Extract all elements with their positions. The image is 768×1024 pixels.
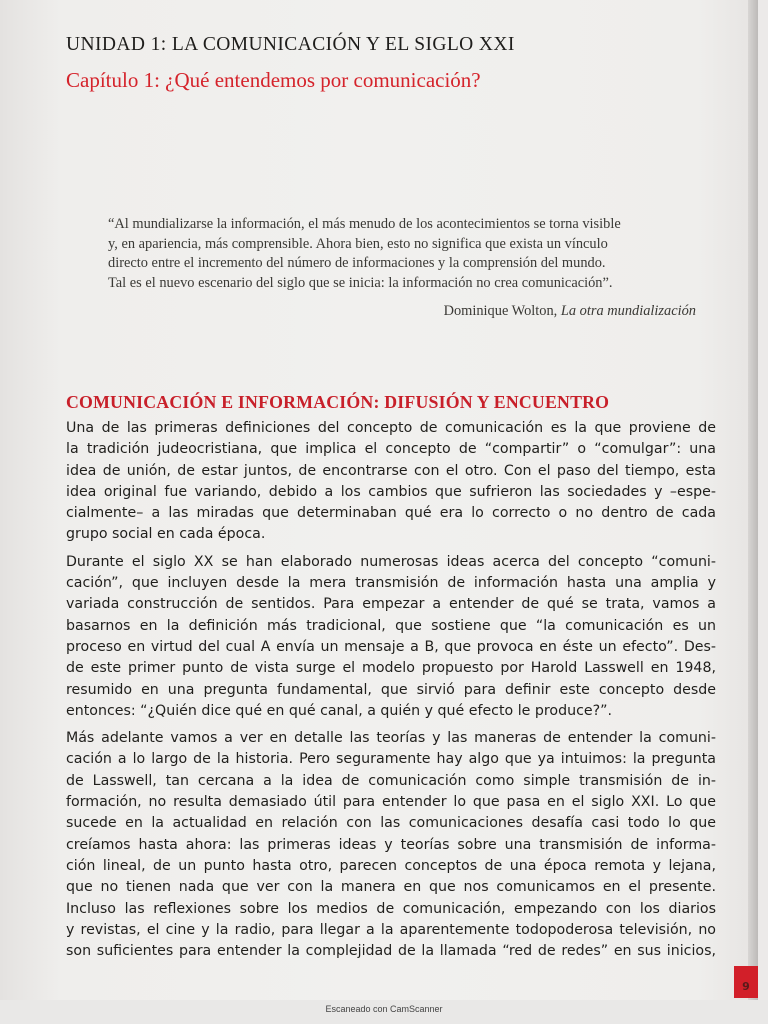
text-line: Más adelante vamos a ver en detalle las teorías y las maneras de entender la comuni-: [66, 730, 716, 747]
text-line: de este primer punto de vista surge el modelo propuesto por Harold Lasswell en 1948,: [66, 660, 716, 677]
epigraph-line: “Al mundializarse la información, el más menudo de los acontecimientos se torna visible: [108, 216, 621, 232]
text-line: cación a lo largo de la historia. Pero seguramente hay algo que ya intuimos: la pregunta: [66, 751, 716, 768]
text-line: idea de unión, de estar juntos, de encontrarse con el otro. Con el paso del tiempo, esta: [66, 462, 716, 479]
text-line: resumido en una pregunta fundamental, que sirvió para definir este concepto desde: [66, 681, 716, 698]
text-line: cación”, que incluyen desde la mera transmisión de información hasta una amplia y: [66, 575, 716, 592]
epigraph-quote: [108, 215, 708, 293]
text-line: y revistas, el cine y la radio, para llegar a la aparentemente todopoderosa televisión, no: [66, 921, 716, 938]
text-line: son suficientes para entender la complejidad de la llamada “red de redes” en sus inicios,: [66, 943, 716, 960]
epigraph-line: directo entre el incremento del número de informaciones y la comprensión del mundo.: [108, 255, 606, 272]
text-line: proceso en virtud del cual A envía un mensaje a B, que provoca en éste un efecto”. Des-: [66, 638, 716, 655]
text-line: Una de las primeras definiciones del concepto de comunicación es la que proviene de: [66, 420, 716, 436]
epigraph-author: Dominique Wolton,: [443, 303, 561, 319]
text-line: creíamos hasta ahora: las primeras ideas y teorías sobre una transmisión de informa-: [66, 836, 716, 853]
section-title: COMUNICACIÓN E INFORMACIÓN: DIFUSIÓN Y ENCUENTRO: [66, 392, 610, 412]
scanner-watermark: Escaneado con CamScanner: [325, 1004, 443, 1014]
chapter-title: Capítulo 1: ¿Qué entendemos por comunicación?: [66, 68, 481, 92]
epigraph-line: Tal es el nuevo escenario del siglo que se inicia: la información no crea comunicación”.: [108, 274, 613, 291]
text-line: formación, no resulta demasiado útil para entender lo que pasa en el siglo XXI. Lo que: [66, 794, 716, 811]
body-paragraph-2: [66, 552, 716, 722]
epigraph-line: y, en apariencia, más comprensible. Ahora bien, esto no significa que exista un vínculo: [108, 235, 608, 252]
epigraph-attribution: [444, 303, 696, 320]
unit-title: UNIDAD 1: LA COMUNICACIÓN Y EL SIGLO XXI: [66, 34, 515, 55]
text-line: grupo social en cada época.: [66, 526, 266, 543]
text-line: la tradición judeocristiana, que implica el concepto de “compartir” o “comulgar”: una: [66, 441, 716, 458]
text-line: idea original fue variando, debido a los cambios que sufrieron las sociedades y –espe-: [66, 483, 716, 500]
page-number: 9: [742, 980, 750, 993]
text-line: ción lineal, de un punto hasta otro, parecen conceptos de una época remota y lejana,: [66, 857, 716, 874]
text-line: variada construcción de sentidos. Para empezar a entender de qué se trata, vamos a: [66, 596, 716, 613]
page-edge-shadow: [748, 0, 758, 1000]
text-line: entonces: “¿Quién dice qué en qué canal, a quién y qué efecto le produce?”.: [66, 702, 613, 719]
text-line: que no tienen nada que ver con la manera en que nos comunicamos en el presente.: [66, 879, 716, 896]
body-paragraph-1: [66, 418, 716, 546]
text-line: sucede en la actualidad en relación con las comunicaciones desafía casi todo lo que: [66, 815, 716, 832]
section-body: [66, 418, 716, 968]
epigraph-book-title: La otra mundialización: [560, 303, 696, 319]
text-line: Durante el siglo XX se han elaborado numerosas ideas acerca del concepto “comuni-: [66, 553, 716, 570]
text-line: Incluso las reflexiones sobre los medios de comunicación, empezando con los diarios: [66, 900, 716, 917]
text-line: de Lasswell, tan cercana a la idea de comunicación como simple transmisión de in-: [66, 772, 716, 789]
text-line: cialmente– a las miradas que determinaban qué era lo correcto o no dentro de cada: [66, 505, 716, 522]
body-paragraph-3: [66, 728, 716, 962]
text-line: basarnos en la definición más tradicional, que sostiene que “la comunicación es un: [66, 617, 716, 634]
